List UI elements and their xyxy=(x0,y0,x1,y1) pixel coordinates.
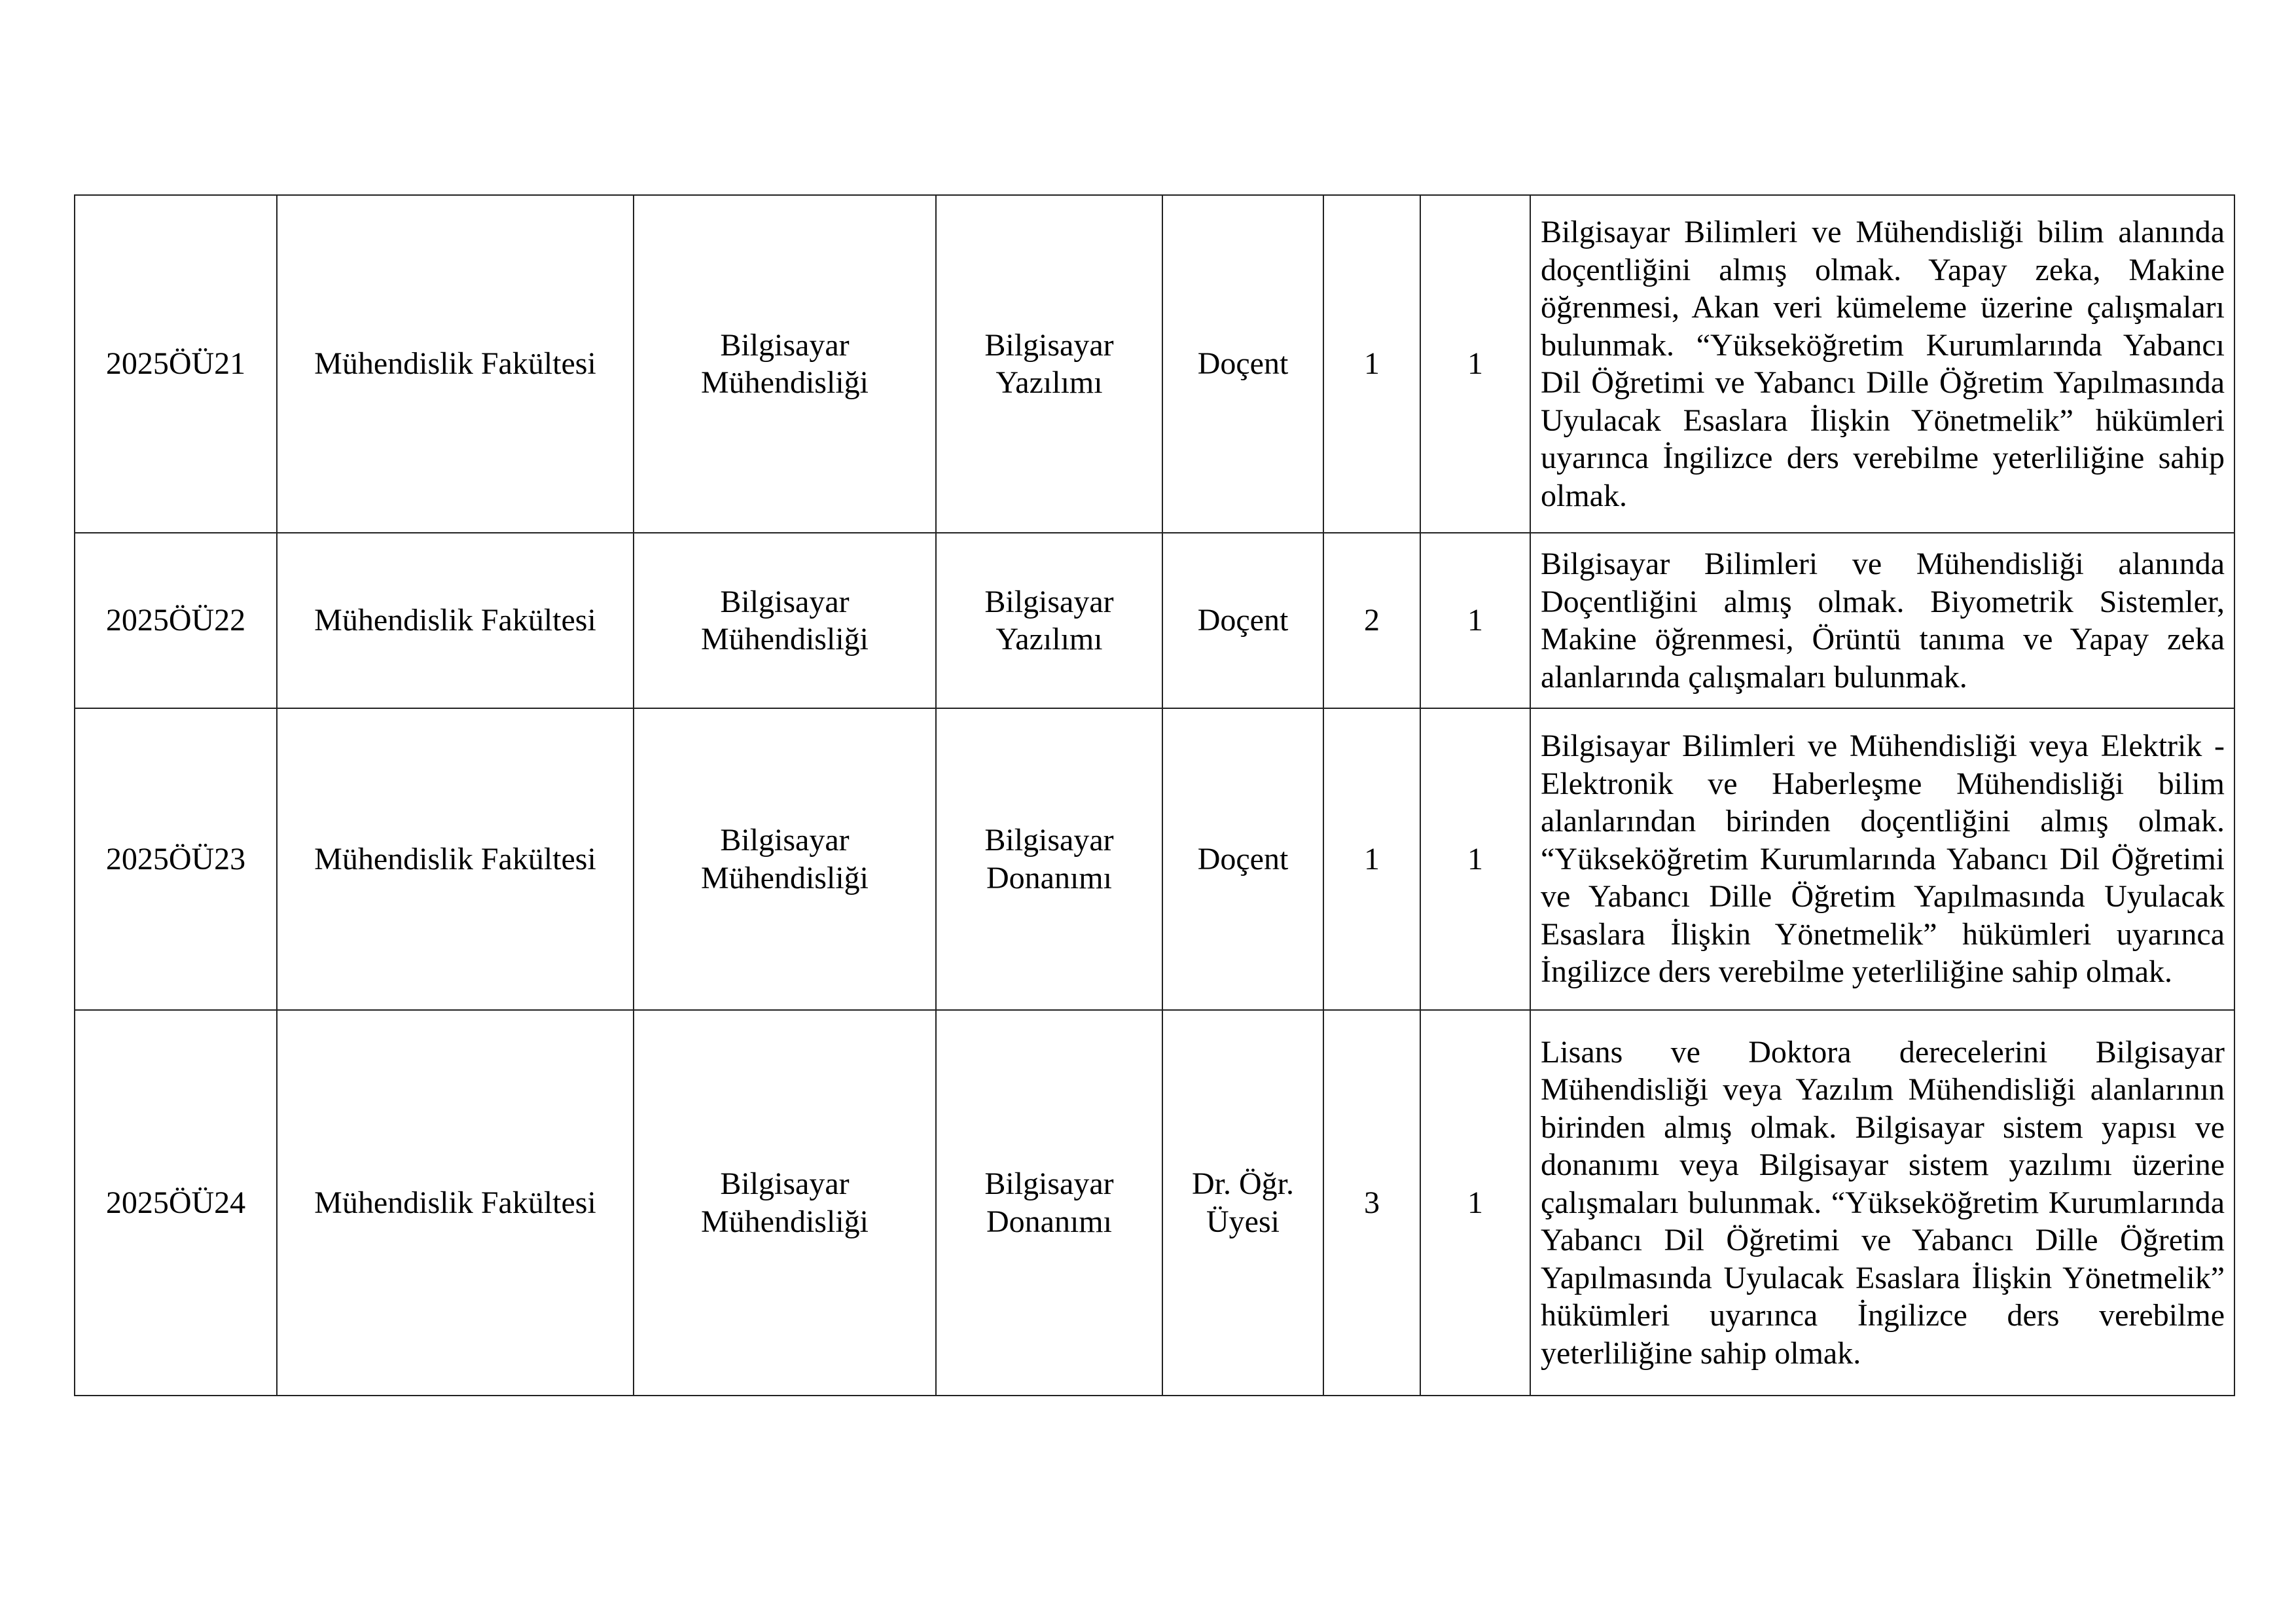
requirements-paragraph: Bilgisayar Bilimleri ve Mühendisliği bilim alanında doçentliğini almış olmak. Yapay zeka, Makine öğrenmesi, Akan veri kümeleme üzerine çalışmaları bulunmak. “Yükseköğretim Kurumlarında Yabancı Dil Öğretimi ve Yabancı Dille Öğretim Yapılmasında Uyulacak Esaslara İlişkin Yönetmelik” hükümleri uyarınca İngilizce ders verebilme yeterliliğine sahip olmak. xyxy=(1541,215,2225,513)
title-line: Doçent xyxy=(1197,603,1289,638)
table-row xyxy=(75,1010,2234,1396)
department-name xyxy=(634,533,936,708)
degree-value: 3 xyxy=(1323,1010,1420,1396)
title-line: Doçent xyxy=(1197,841,1289,876)
division-line: Bilgisayar xyxy=(984,823,1114,857)
title-line: Üyesi xyxy=(1206,1204,1280,1239)
position-count: 1 xyxy=(1420,1010,1530,1396)
division-line: Donanımı xyxy=(986,1204,1112,1239)
department-line: Bilgisayar xyxy=(720,584,850,619)
requirements-text xyxy=(1530,195,2234,533)
faculty-name: Mühendislik Fakültesi xyxy=(277,533,634,708)
division-name xyxy=(936,1010,1162,1396)
academic-title xyxy=(1162,533,1323,708)
division-name xyxy=(936,195,1162,533)
requirements-paragraph: Lisans ve Doktora derecelerini Bilgisayar Mühendisliği veya Yazılım Mühendisliği alanlarının birinden almış olmak. Bilgisayar sistem yapısı ve donanımı veya Bilgisayar sistem yazılımı üzerine çalışmaları bulunmak. “Yükseköğretim Kurumlarında Yabancı Dil Öğretimi ve Yabancı Dille Öğretim Yapılmasında Uyulacak Esaslara İlişkin Yönetmelik” hükümleri uyarınca İngilizce ders verebilme yeterliliğine sahip olmak. xyxy=(1541,1034,2225,1371)
requirements-text xyxy=(1530,533,2234,708)
division-name xyxy=(936,708,1162,1010)
department-line: Bilgisayar xyxy=(720,1166,850,1201)
division-line: Yazılımı xyxy=(996,622,1103,657)
table-row xyxy=(75,533,2234,708)
position-count: 1 xyxy=(1420,708,1530,1010)
department-line: Mühendisliği xyxy=(700,1204,869,1239)
department-line: Bilgisayar xyxy=(720,327,850,363)
department-name xyxy=(634,708,936,1010)
table-row xyxy=(75,195,2234,533)
position-code: 2025ÖÜ21 xyxy=(75,195,277,533)
division-name xyxy=(936,533,1162,708)
department-name xyxy=(634,195,936,533)
department-name xyxy=(634,1010,936,1396)
department-line: Mühendisliği xyxy=(700,365,869,400)
faculty-name: Mühendislik Fakültesi xyxy=(277,1010,634,1396)
department-line: Mühendisliği xyxy=(700,860,869,895)
faculty-name: Mühendislik Fakültesi xyxy=(277,708,634,1010)
faculty-name: Mühendislik Fakültesi xyxy=(277,195,634,533)
position-code: 2025ÖÜ22 xyxy=(75,533,277,708)
position-count: 1 xyxy=(1420,195,1530,533)
academic-title xyxy=(1162,195,1323,533)
academic-title xyxy=(1162,708,1323,1010)
requirements-paragraph: Bilgisayar Bilimleri ve Mühendisliği alanında Doçentliğini almış olmak. Biyometrik Sistemler, Makine öğrenmesi, Örüntü tanıma ve Yapay zeka alanlarında çalışmaları bulunmak. xyxy=(1541,547,2225,695)
title-line: Doçent xyxy=(1197,346,1289,382)
division-line: Bilgisayar xyxy=(984,327,1114,363)
department-line: Mühendisliği xyxy=(700,622,869,657)
position-code: 2025ÖÜ24 xyxy=(75,1010,277,1396)
division-line: Bilgisayar xyxy=(984,584,1114,619)
department-line: Bilgisayar xyxy=(720,823,850,857)
degree-value: 1 xyxy=(1323,708,1420,1010)
requirements-text xyxy=(1530,708,2234,1010)
degree-value: 2 xyxy=(1323,533,1420,708)
degree-value: 1 xyxy=(1323,195,1420,533)
position-count: 1 xyxy=(1420,533,1530,708)
division-line: Yazılımı xyxy=(996,365,1103,400)
position-code: 2025ÖÜ23 xyxy=(75,708,277,1010)
title-line: Dr. Öğr. xyxy=(1192,1166,1294,1201)
positions-table xyxy=(74,194,2235,1396)
academic-title xyxy=(1162,1010,1323,1396)
division-line: Donanımı xyxy=(986,860,1112,895)
division-line: Bilgisayar xyxy=(984,1166,1114,1201)
requirements-paragraph: Bilgisayar Bilimleri ve Mühendisliği veya Elektrik -Elektronik ve Haberleşme Mühendisliği bilim alanlarından birinden doçentliğini almış olmak. “Yükseköğretim Kurumlarında Yabancı Dil Öğretimi ve Yabancı Dille Öğretim Yapılmasında Uyulacak Esaslara İlişkin Yönetmelik” hükümleri uyarınca İngilizce ders verebilme yeterliliğine sahip olmak. xyxy=(1541,729,2225,990)
requirements-text xyxy=(1530,1010,2234,1396)
table-row xyxy=(75,708,2234,1010)
